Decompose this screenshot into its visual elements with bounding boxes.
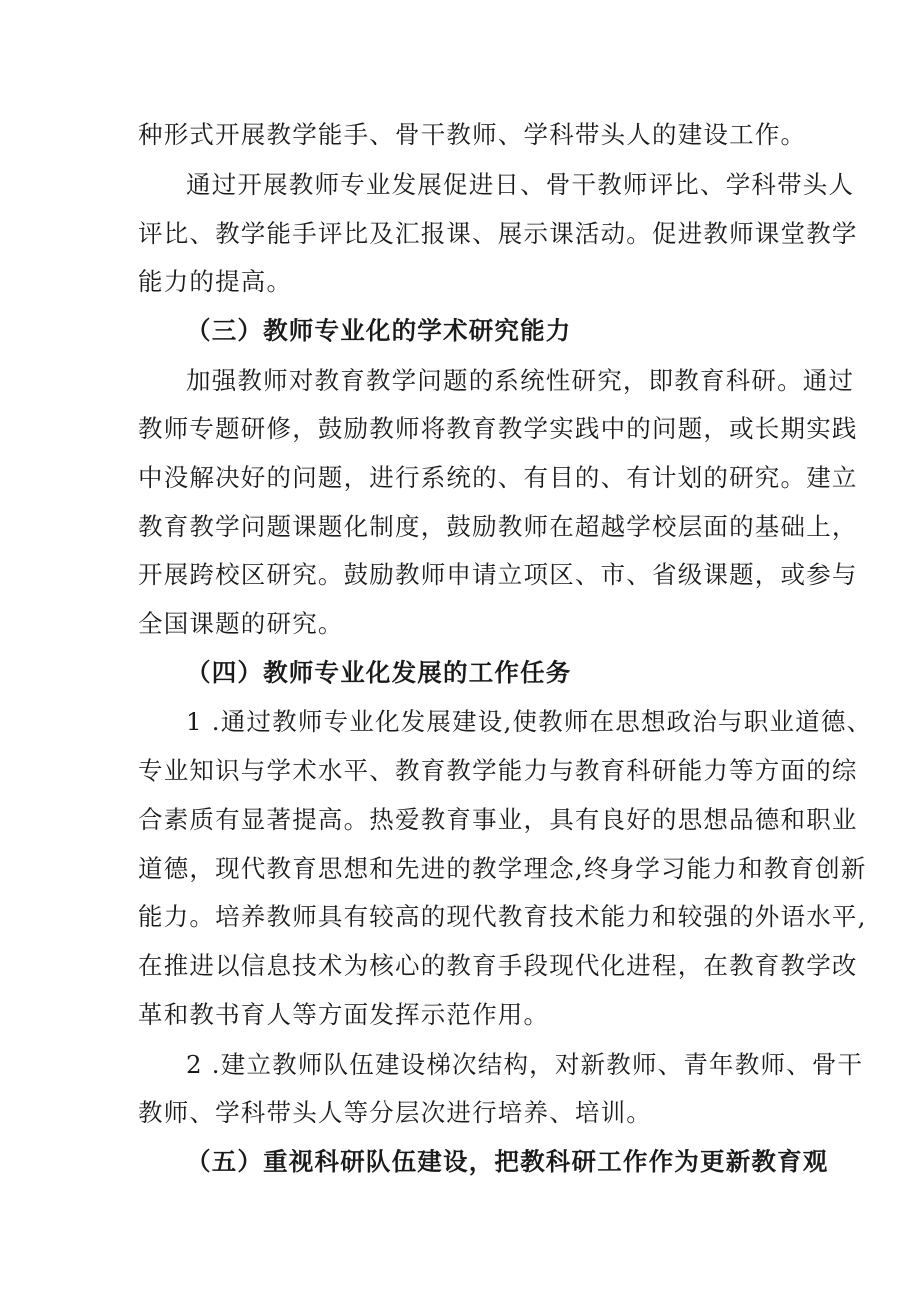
body-text-line: 革和教书育人等方面发挥示范作用。 [138, 1000, 550, 1029]
section-heading: （三）教师专业化的学术研究能力 [186, 316, 572, 345]
body-text-line: 教师、学科带头人等分层次进行培养、培训。 [138, 1098, 652, 1127]
body-text-line: 能力的提高。 [138, 267, 293, 296]
body-text-line: 教师专题研修，鼓励教师将教育教学实践中的问题，或长期实践 [138, 414, 858, 443]
body-text-line: 中没解决好的问题，进行系统的、有目的、有计划的研究。建立 [138, 463, 858, 492]
body-text-line: 开展跨校区研究。鼓励教师申请立项区、市、省级课题，或参与 [138, 560, 858, 589]
body-text-line: 在推进以信息技术为核心的教育手段现代化进程，在教育教学改 [138, 951, 858, 980]
body-text-line: 全国课题的研究。 [138, 609, 344, 638]
body-text-line: 教育教学问题课题化制度，鼓励教师在超越学校层面的基础上， [138, 512, 858, 541]
body-text-line: 专业知识与学术水平、教育教学能力与教育科研能力等方面的综 [138, 756, 858, 785]
paragraph-first-line: 加强教师对教育教学问题的系统性研究，即教育科研。通过 [186, 366, 855, 395]
body-text-line: 评比、教学能手评比及汇报课、展示课活动。促进教师课堂教学 [138, 219, 858, 248]
body-text-line: 道德，现代教育思想和先进的教学理念,终身学习能力和教育创新 [138, 854, 867, 883]
section-heading: （五）重视科研队伍建设，把教科研工作作为更新教育观 [186, 1147, 829, 1176]
body-text-line: 合素质有显著提高。热爱教育事业，具有良好的思想品德和职业 [138, 805, 858, 834]
paragraph-first-line: 通过开展教师专业发展促进日、骨干教师评比、学科带头人 [186, 170, 855, 199]
paragraph-first-line: 2 .建立教师队伍建设梯次结构，对新教师、青年教师、骨干 [186, 1050, 864, 1079]
body-text-line: 种形式开展教学能手、骨干教师、学科带头人的建设工作。 [138, 120, 807, 149]
body-text-line: 能力。培养教师具有较高的现代教育技术能力和较强的外语水平, [138, 902, 867, 931]
paragraph-first-line: 1 .通过教师专业化发展建设,使教师在思想政治与职业道德、 [186, 707, 873, 736]
section-heading: （四）教师专业化发展的工作任务 [186, 658, 572, 687]
